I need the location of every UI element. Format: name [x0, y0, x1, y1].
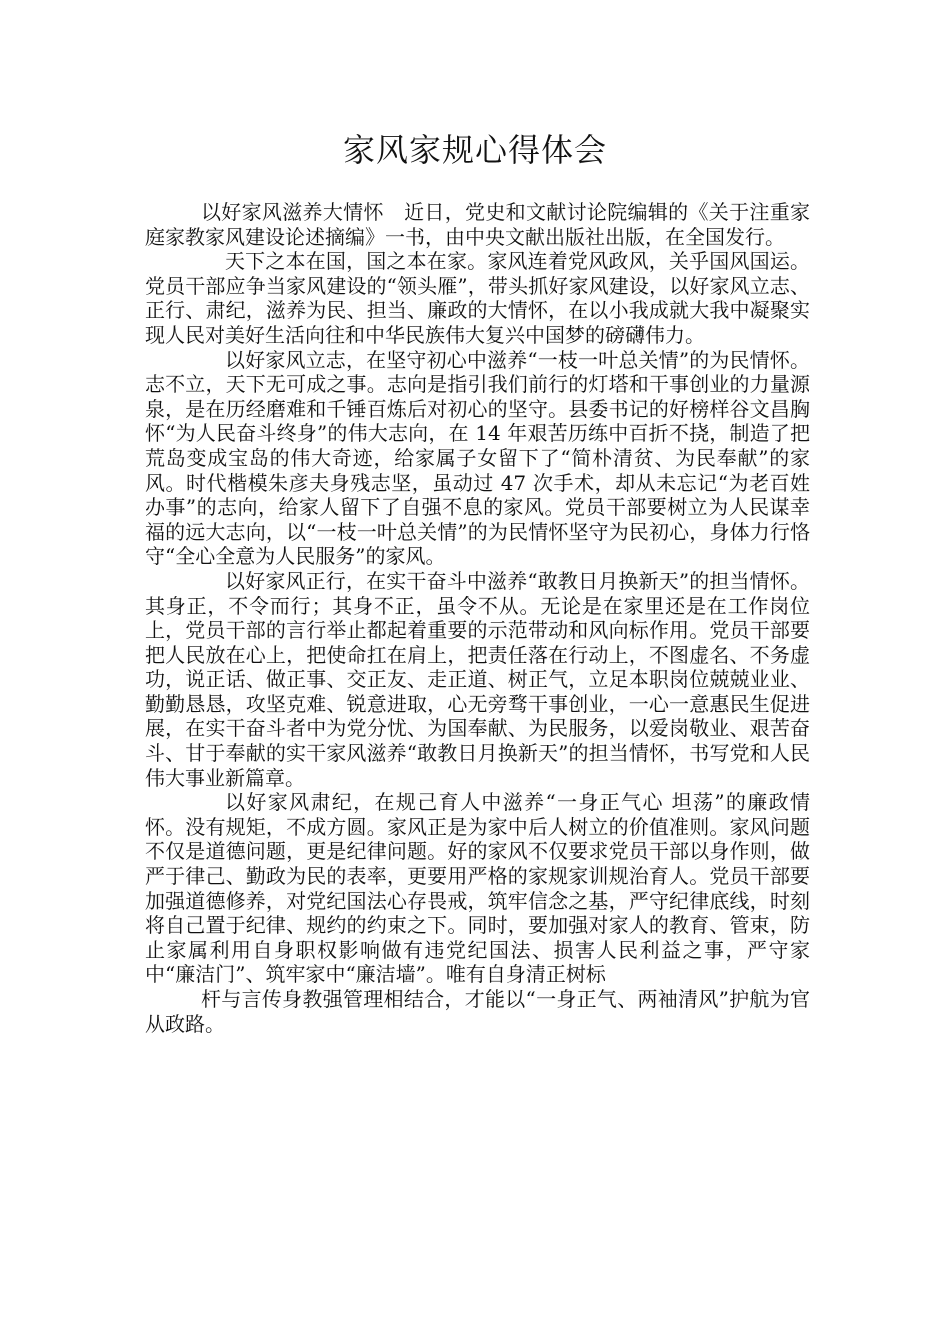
paragraph-closing: 杆与言传身教强管理相结合，才能以“一身正气、两袖清风”护航为官从政路。: [145, 987, 810, 1036]
paragraph-intro: 以好家风滋养大情怀 近日，党史和文献讨论院编辑的《关于注重家庭家教家风建设论述摘编》一书，由中央文献出版社出版，在全国发行。: [145, 200, 810, 249]
document-title: 家风家规心得体会: [342, 131, 607, 169]
paragraph-conduct: 以好家风正行，在实干奋斗中滋养“敢教日月换新天”的担当情怀。其身正，不令而行；其身不正，虽令不从。无论是在家里还是在工作岗位上，党员干部的言行举止都起着重要的示范带动和风向标作用。党员干部要把人民放在心上，把使命扛在肩上，把责任落在行动上，不图虚名、不务虚功，说正话、做正事、交正友、走正道、树正气，立足本职岗位兢兢业业、勤勤恳恳，攻坚克难、锐意进取，心无旁骛干事创业，一心一意惠民生促进展，在实干奋斗者中为党分忧、为国奉献、为民服务，以爱岗敬业、艰苦奋斗、甘于奉献的实干家风滋养“敢教日月换新天”的担当情怀，书写党和人民伟大事业新篇章。: [145, 568, 810, 790]
paragraph-aspiration: 以好家风立志，在坚守初心中滋养“一枝一叶总关情”的为民情怀。志不立，天下无可成之事。志向是指引我们前行的灯塔和干事创业的力量源泉，是在历经磨难和千锤百炼后对初心的坚守。县委书记的好榜样谷文昌胸怀“为人民奋斗终身”的伟大志向，在 14 年艰苦历练中百折不挠，制造了把荒岛变成宝岛的伟大奇迹，给家属子女留下了“简朴清贫、为民奉献”的家风。时代楷模朱彦夫身残志坚，虽动过 47 次手术，却从未忘记“为老百姓办事”的志向，给家人留下了自强不息的家风。党员干部要树立为人民谋幸福的远大志向，以“一枝一叶总关情”的为民情怀坚守为民初心，身体力行恪守“全心全意为人民服务”的家风。: [145, 347, 810, 569]
paragraph-discipline: 以好家风肃纪，在规己育人中滋养“一身正气心 坦荡”的廉政情怀。没有规矩，不成方圆。家风正是为家中后人树立的价值准则。家风问题不仅是道德问题，更是纪律问题。好的家风不仅要求党员干部以身作则，做严于律己、勤政为民的表率，更要用严格的家规家训规治育人。党员干部要加强道德修养，对党纪国法心存畏戒，筑牢信念之基，严守纪律底线，时刻将自己置于纪律、规约的约束之下。同时，要加强对家人的教育、管束，防止家属利用自身职权影响做有违党纪国法、损害人民利益之事，严守家中“廉洁门”、筑牢家中“廉洁墙”。唯有自身清正树标: [145, 790, 810, 987]
paragraph-overview: 天下之本在国，国之本在家。家风连着党风政风，关乎国风国运。党员干部应争当家风建设的“领头雁”，带头抓好家风建设，以好家风立志、正行、肃纪，滋养为民、担当、廉政的大情怀，在以小我成就大我中凝聚实现人民对美好生活向往和中华民族伟大复兴中国梦的磅礴伟力。: [145, 249, 810, 347]
document-body: [145, 200, 810, 1036]
